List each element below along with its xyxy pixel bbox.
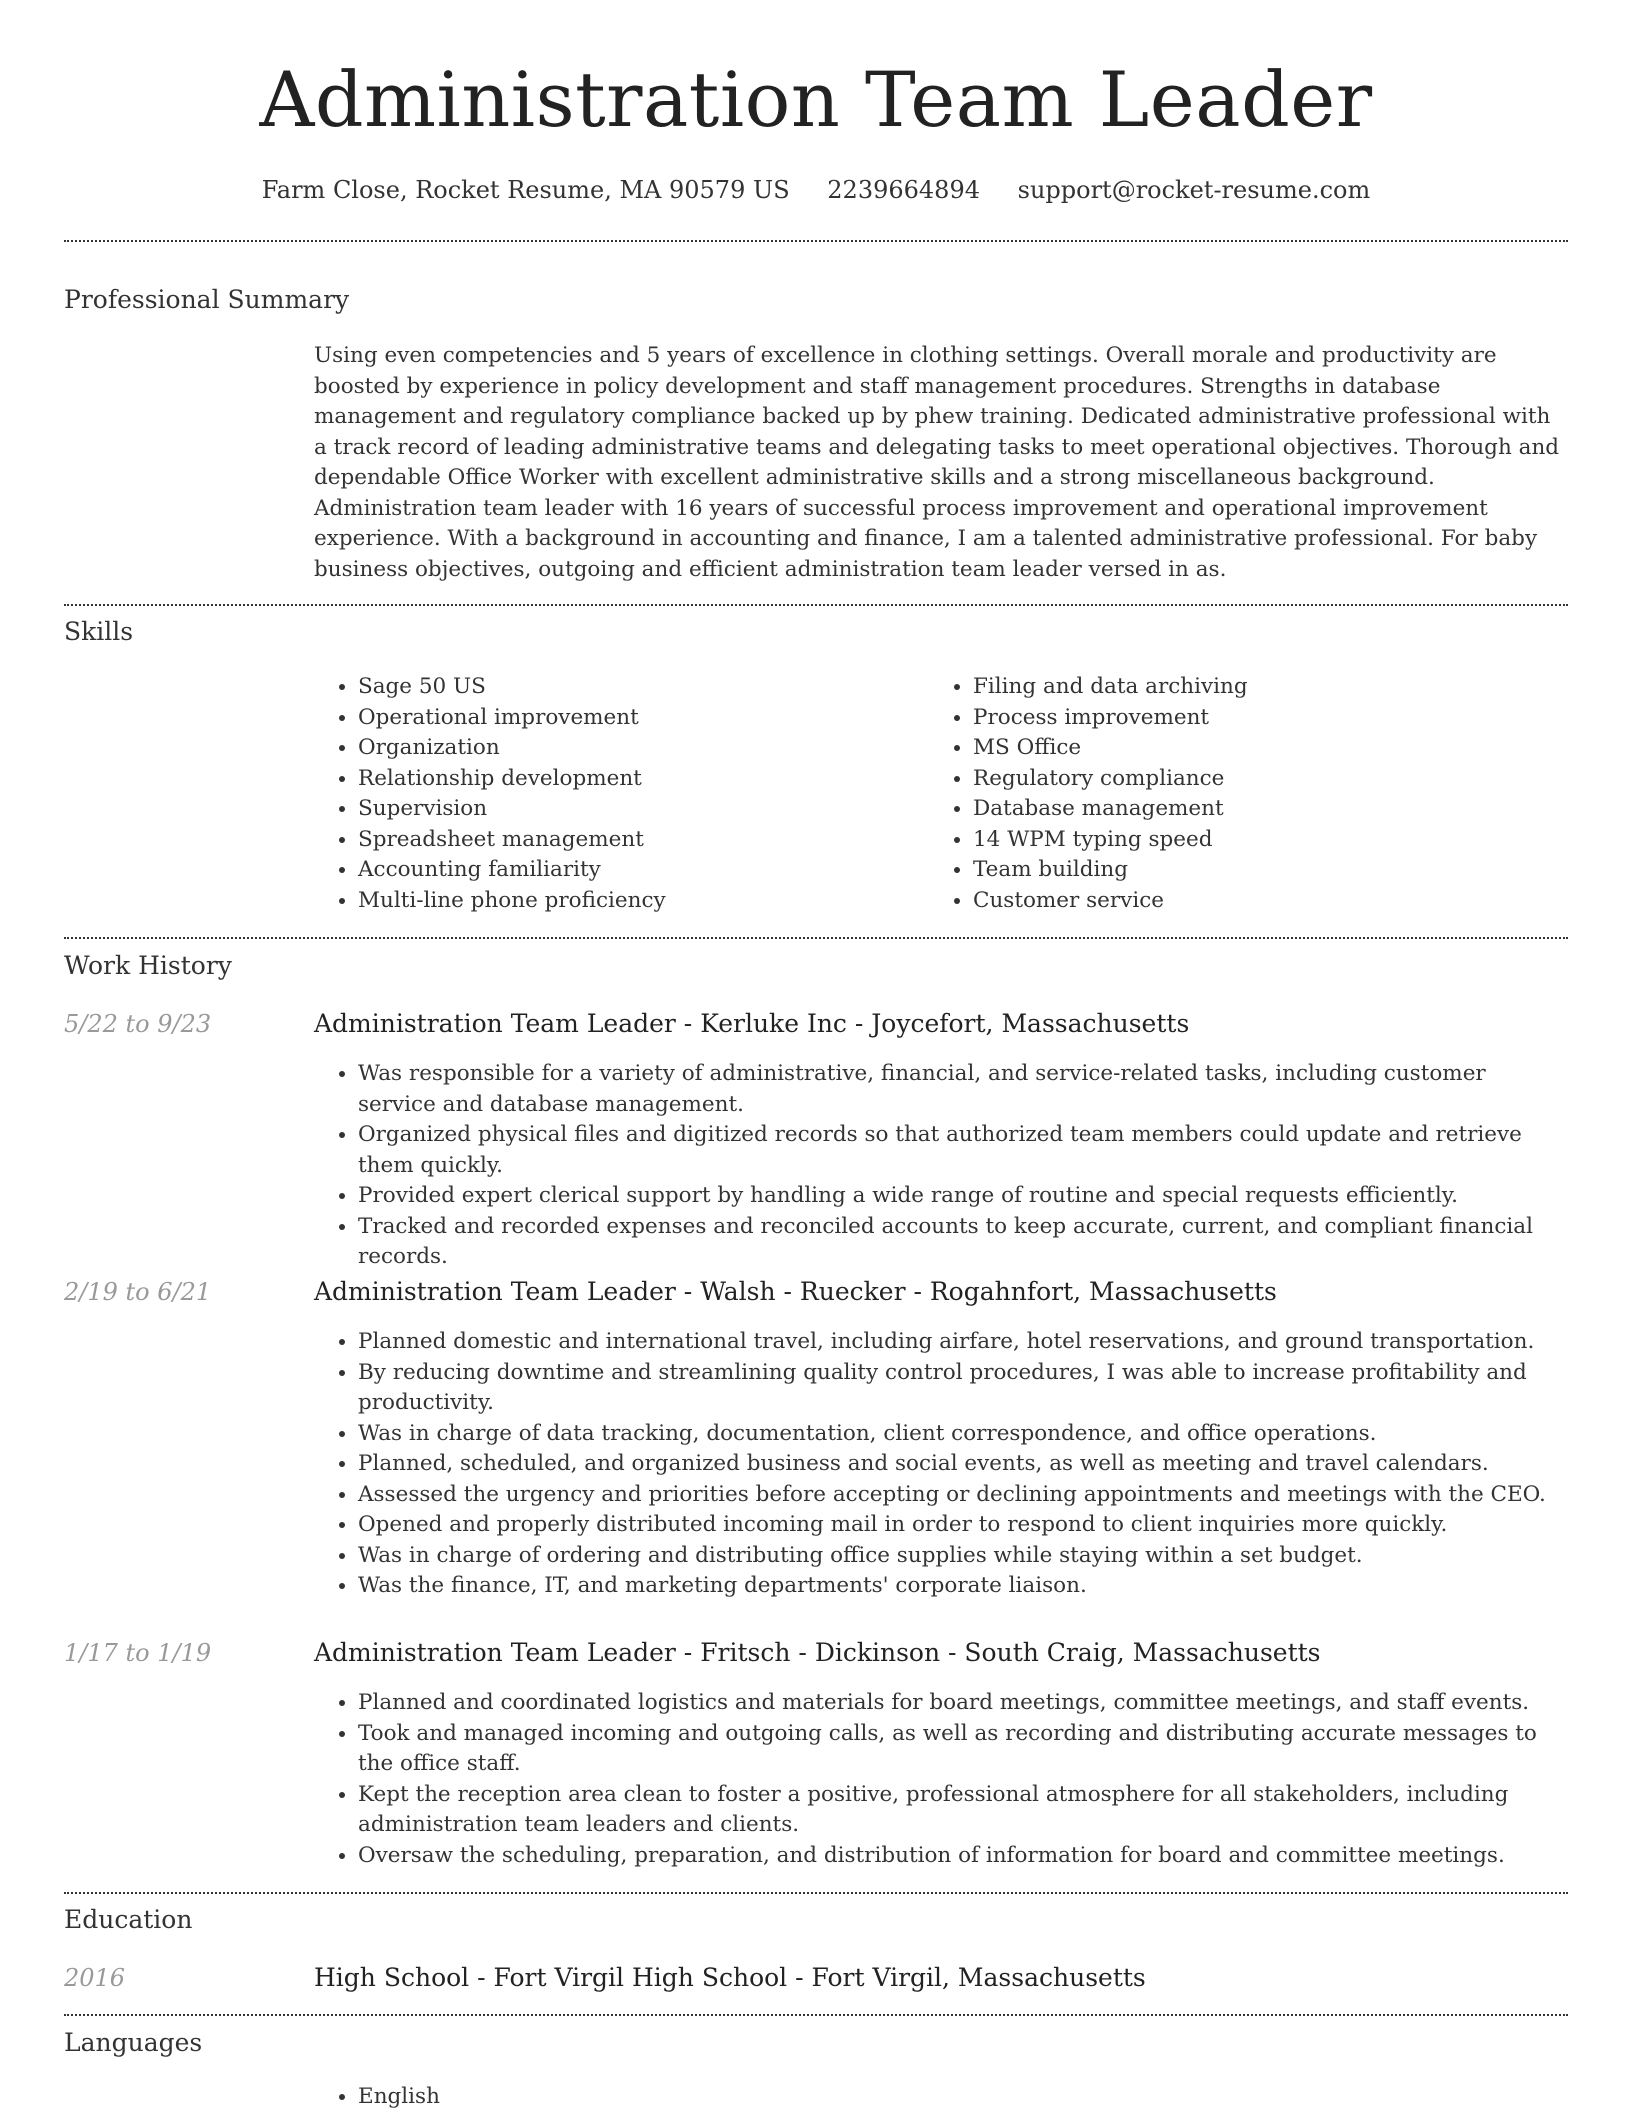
skill-item: • Database management xyxy=(973,794,1529,825)
skill-item: • Sage 50 US xyxy=(358,672,874,703)
section-divider xyxy=(64,604,1568,606)
skill-item: • Relationship development xyxy=(358,764,874,795)
job-bullets xyxy=(314,1059,1568,1273)
job-bullet: • Was responsible for a variety of administrative, financial, and service-related tasks, including customer service and database management. xyxy=(358,1059,1568,1120)
languages-heading: Languages xyxy=(64,2028,203,2057)
skills-heading: Skills xyxy=(64,617,134,646)
job-bullets xyxy=(314,1688,1568,1871)
skill-item: • Process improvement xyxy=(973,703,1529,734)
job-bullet: • Oversaw the scheduling, preparation, and distribution of information for board and committee meetings. xyxy=(358,1841,1568,1872)
skill-item: • Spreadsheet management xyxy=(358,825,874,856)
job-bullet: • Planned and coordinated logistics and materials for board meetings, committee meetings, and staff events. xyxy=(358,1688,1568,1719)
job-bullet: • Opened and properly distributed incoming mail in order to respond to client inquiries more quickly. xyxy=(358,1510,1568,1541)
job-bullet: • Planned domestic and international travel, including airfare, hotel reservations, and ground transportation. xyxy=(358,1327,1568,1358)
section-divider xyxy=(64,937,1568,939)
job-dates: 2/19 to 6/21 xyxy=(64,1278,212,1306)
languages-list xyxy=(314,2082,1568,2113)
skill-item: • Organization xyxy=(358,733,874,764)
skill-item: • Multi-line phone proficiency xyxy=(358,886,874,917)
section-divider xyxy=(64,1892,1568,1894)
skill-item: • Customer service xyxy=(973,886,1529,917)
skill-item: • Team building xyxy=(973,855,1529,886)
job-bullet: • Took and managed incoming and outgoing calls, as well as recording and distributing accurate messages to the office staff. xyxy=(358,1719,1568,1780)
candidate-title: Administration Team Leader xyxy=(259,55,1373,144)
language-item: • English xyxy=(358,2082,1568,2113)
contact-address: Farm Close, Rocket Resume, MA 90579 US xyxy=(261,176,790,204)
skill-item: • Operational improvement xyxy=(358,703,874,734)
job-bullet: • By reducing downtime and streamlining quality control procedures, I was able to increase profitability and productivity. xyxy=(358,1358,1568,1419)
contact-line xyxy=(0,174,1632,206)
work-history-heading: Work History xyxy=(64,951,232,980)
job-heading: Administration Team Leader - Kerluke Inc - Joycefort, Massachusetts xyxy=(314,1009,1190,1038)
skill-item: • Supervision xyxy=(358,794,874,825)
skills-column-left xyxy=(314,672,874,916)
education-heading: Education xyxy=(64,1905,193,1934)
skills-column-right xyxy=(929,672,1529,916)
section-divider xyxy=(64,2014,1568,2016)
job-bullet: • Was the finance, IT, and marketing departments' corporate liaison. xyxy=(358,1571,1568,1602)
job-dates: 5/22 to 9/23 xyxy=(64,1010,212,1038)
contact-email: support@rocket-resume.com xyxy=(1017,176,1371,204)
job-dates: 1/17 to 1/19 xyxy=(64,1639,212,1667)
contact-phone: 2239664894 xyxy=(827,176,980,204)
job-bullet: • Provided expert clerical support by handling a wide range of routine and special requests efficiently. xyxy=(358,1181,1568,1212)
skill-item: • Accounting familiarity xyxy=(358,855,874,886)
job-bullet: • Organized physical files and digitized records so that authorized team members could update and retrieve them quickly. xyxy=(358,1120,1568,1181)
skill-item: • 14 WPM typing speed xyxy=(973,825,1529,856)
job-bullet: • Was in charge of ordering and distributing office supplies while staying within a set budget. xyxy=(358,1541,1568,1572)
job-bullet: • Assessed the urgency and priorities before accepting or declining appointments and meetings with the CEO. xyxy=(358,1480,1568,1511)
summary-text: Using even competencies and 5 years of excellence in clothing settings. Overall morale and productivity are boosted by experience in policy development and staff management procedures. Strengths in database management and regulatory compliance backed up by phew training. Dedicated administrative professional with a track record of leading administrative teams and delegating tasks to meet operational objectives. Thorough and dependable Office Worker with excellent administrative skills and a strong miscellaneous background. Administration team leader with 16 years of successful process improvement and operational improvement experience. With a background in accounting and finance, I am a talented administrative professional. For baby business objectives, outgoing and efficient administration team leader versed in as. xyxy=(314,343,1560,582)
summary-heading: Professional Summary xyxy=(64,285,350,314)
job-bullets xyxy=(314,1327,1568,1602)
job-bullet: • Kept the reception area clean to foster a positive, professional atmosphere for all stakeholders, including administration team leaders and clients. xyxy=(358,1780,1568,1841)
job-heading: Administration Team Leader - Fritsch - Dickinson - South Craig, Massachusetts xyxy=(314,1638,1321,1667)
job-bullet: • Planned, scheduled, and organized business and social events, as well as meeting and travel calendars. xyxy=(358,1449,1568,1480)
education-heading-line: High School - Fort Virgil High School - Fort Virgil, Massachusetts xyxy=(314,1963,1146,1992)
job-bullet: • Was in charge of data tracking, documentation, client correspondence, and office operations. xyxy=(358,1419,1568,1450)
resume-header xyxy=(0,0,1632,206)
skill-item: • Filing and data archiving xyxy=(973,672,1529,703)
skill-item: • MS Office xyxy=(973,733,1529,764)
section-divider xyxy=(64,240,1568,242)
skill-item: • Regulatory compliance xyxy=(973,764,1529,795)
job-heading: Administration Team Leader - Walsh - Ruecker - Rogahnfort, Massachusetts xyxy=(314,1277,1277,1306)
education-year: 2016 xyxy=(64,1964,126,1992)
job-bullet: • Tracked and recorded expenses and reconciled accounts to keep accurate, current, and compliant financial records. xyxy=(358,1212,1568,1273)
